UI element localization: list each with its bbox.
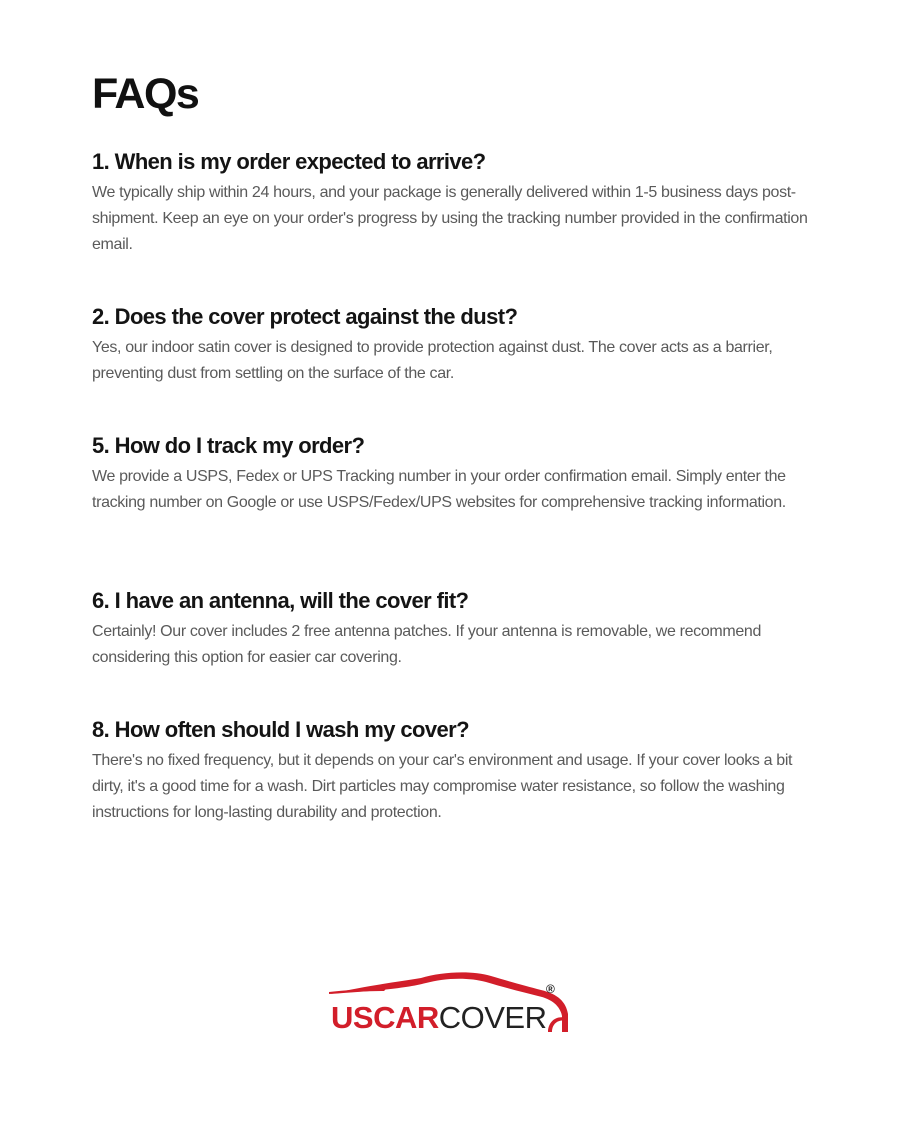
faq-answer: We typically ship within 24 hours, and your package is generally delivered within 1-5 business days post-shipment. Keep an eye on your order's progress by using the tracking number provided in the confirmation email.	[92, 184, 808, 253]
faq-question: 8. How often should I wash my cover?	[92, 717, 469, 742]
faq-answer: There's no fixed frequency, but it depends on your car's environment and usage. If your cover looks a bit dirty, it's a good time for a wash. Dirt particles may compromise water resistance, so follow the washing instructions for long-lasting durability and protection.	[92, 752, 793, 821]
faq-item	[92, 716, 808, 826]
faq-question: 1. When is my order expected to arrive?	[92, 149, 486, 174]
faq-question: 5. How do I track my order?	[92, 433, 365, 458]
faq-question: 6. I have an antenna, will the cover fit?	[92, 588, 469, 613]
brand-logo	[326, 968, 576, 1038]
faq-item	[92, 587, 808, 671]
faq-answer: We provide a USPS, Fedex or UPS Tracking number in your order confirmation email. Simply enter the tracking number on Google or use USPS/Fedex/UPS websites for comprehensive tracking information.	[92, 468, 786, 511]
faq-question: 2. Does the cover protect against the dust?	[92, 304, 518, 329]
faq-item	[92, 303, 808, 387]
faq-answer: Certainly! Our cover includes 2 free antenna patches. If your antenna is removable, we recommend considering this option for easier car covering.	[92, 623, 761, 666]
page-title: FAQs	[92, 70, 199, 118]
logo-us: US	[331, 1000, 374, 1035]
faq-item	[92, 148, 808, 258]
faq-item	[92, 432, 808, 516]
logo-wordmark	[331, 1001, 547, 1035]
registered-mark: ®	[546, 982, 555, 996]
faq-answer: Yes, our indoor satin cover is designed to provide protection against dust. The cover acts as a barrier, preventing dust from settling on the surface of the car.	[92, 339, 773, 382]
logo-cover: COVER	[438, 1000, 547, 1035]
logo-car: CAR	[373, 1000, 439, 1035]
